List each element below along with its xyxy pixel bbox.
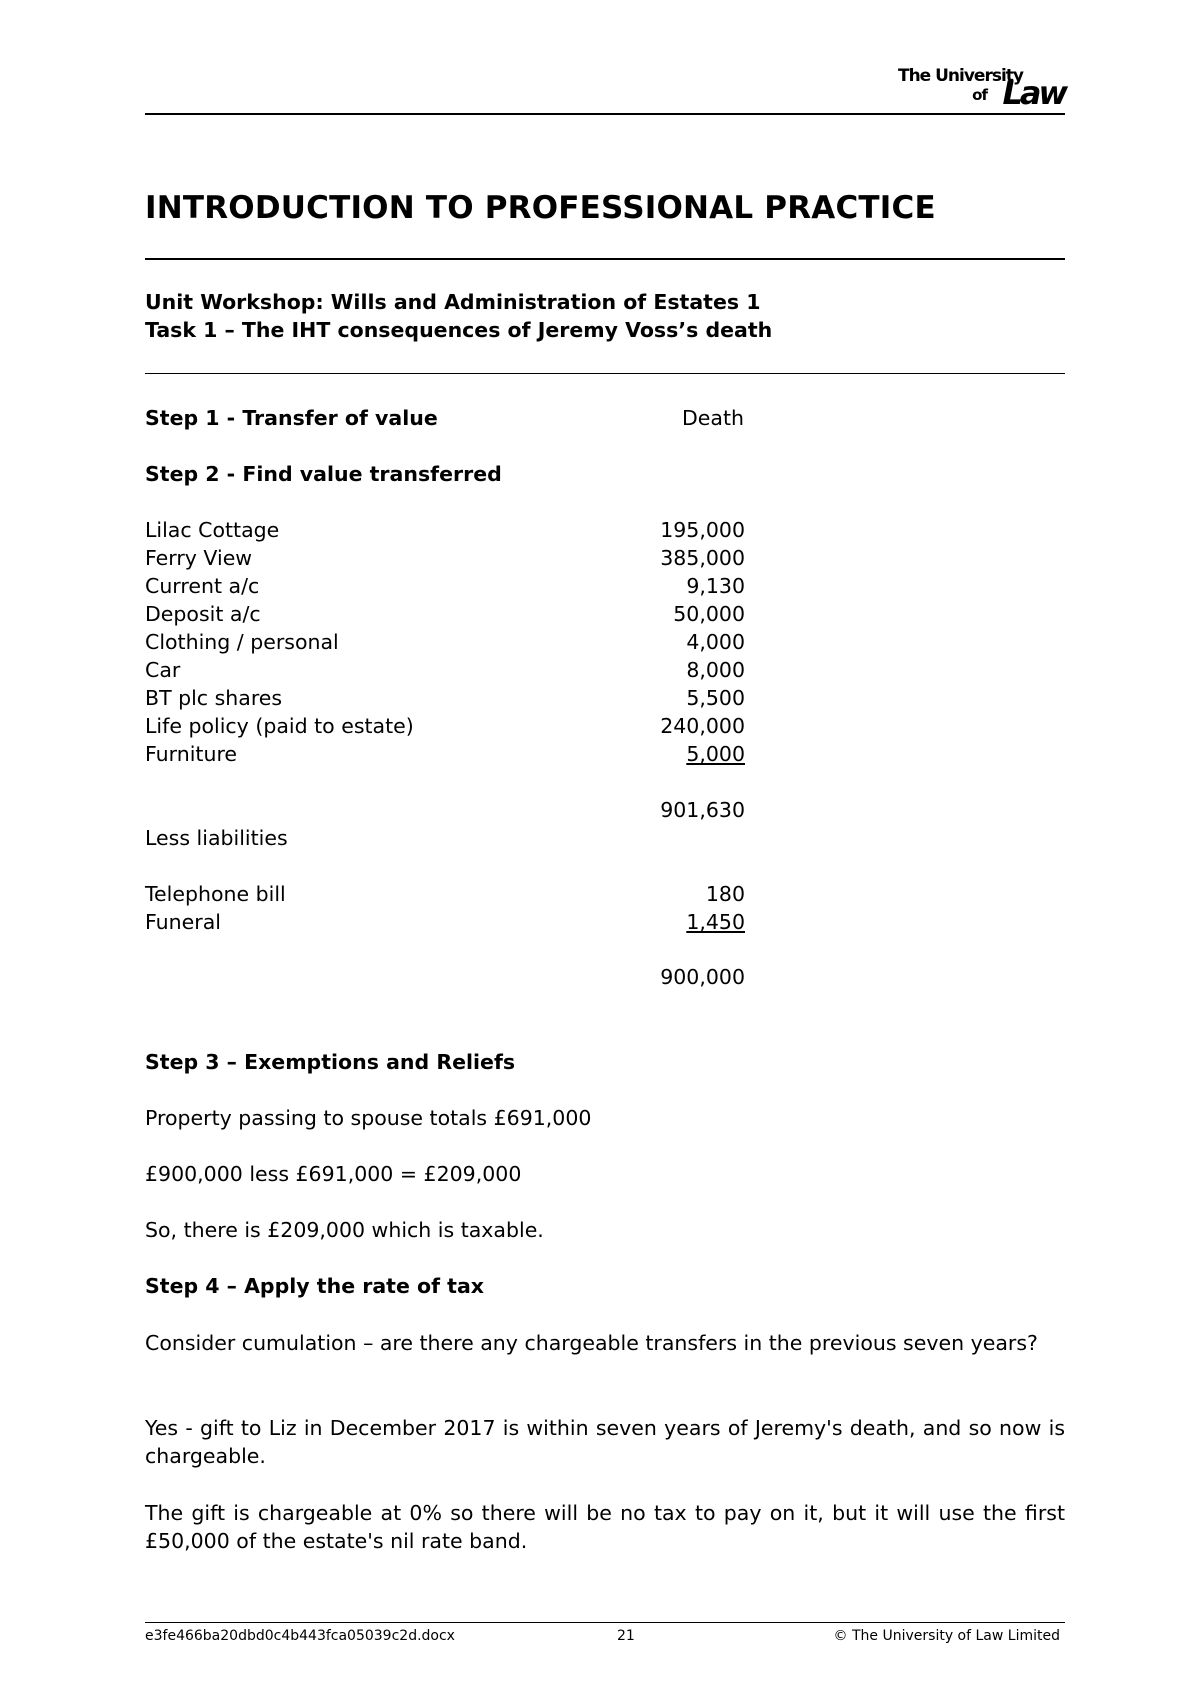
asset-name: Lilac Cottage [145,518,280,542]
subtitle-rule [145,373,1065,374]
asset-name: Furniture [145,742,238,766]
asset-name: Car [145,658,181,682]
liability-name: Funeral [145,910,221,934]
assets-subtotal: 901,630 [660,798,745,822]
asset-amount: 240,000 [660,714,745,738]
asset-name: BT plc shares [145,686,283,710]
asset-amount: 195,000 [660,518,745,542]
footer-filename: e3fe466ba20dbd0c4b443fca05039c2d.docx [145,1628,455,1644]
asset-amount: 5,500 [686,686,745,710]
step3-line-2: £900,000 less £691,000 = £209,000 [145,1162,522,1186]
step4-paragraph-2: Yes - gift to Liz in December 2017 is within seven years of Jeremy's death, and so now is chargeable. [145,1416,1065,1468]
logo-line-2-law: Law [1002,74,1065,112]
step2-heading: Step 2 - Find value transferred [145,462,502,486]
step1-value: Death [682,406,744,430]
liability-amount: 180 [705,882,745,906]
asset-name: Current a/c [145,574,260,598]
logo-line-1: The University [897,66,1023,86]
asset-amount: 8,000 [686,658,745,682]
workshop-subtitle: Unit Workshop: Wills and Administration of Estates 1 [145,290,761,314]
footer-copyright: © The University of Law Limited [833,1628,1060,1644]
task-subtitle: Task 1 – The IHT consequences of Jeremy Voss’s death [145,318,773,342]
document-page [145,0,1065,1698]
asset-amount: 385,000 [660,546,745,570]
university-logo [855,66,1065,110]
step3-line-1: Property passing to spouse totals £691,000 [145,1106,592,1130]
asset-amount: 5,000 [686,742,745,766]
asset-name: Life policy (paid to estate) [145,714,414,738]
step4-paragraph-3: The gift is chargeable at 0% so there will be no tax to pay on it, but it will use the first £50,000 of the estate's nil rate band. [145,1501,1065,1553]
step3-line-3: So, there is £209,000 which is taxable. [145,1218,544,1242]
asset-name: Clothing / personal [145,630,339,654]
step4-heading: Step 4 – Apply the rate of tax [145,1274,485,1298]
estate-total: 900,000 [660,965,745,989]
liability-name: Telephone bill [145,882,286,906]
step3-heading: Step 3 – Exemptions and Reliefs [145,1050,516,1074]
logo-line-2-of: of [972,86,987,104]
step4-paragraph-1: Consider cumulation – are there any chargeable transfers in the previous seven years? [145,1331,1038,1355]
liability-amount: 1,450 [686,910,745,934]
asset-amount: 4,000 [686,630,745,654]
document-title: INTRODUCTION TO PROFESSIONAL PRACTICE [145,190,936,226]
title-rule [145,258,1065,260]
less-liabilities-label: Less liabilities [145,826,288,850]
asset-amount: 50,000 [673,602,745,626]
header-rule [145,113,1065,115]
asset-name: Ferry View [145,546,253,570]
footer-page-number: 21 [617,1628,635,1644]
step1-heading: Step 1 - Transfer of value [145,406,438,430]
asset-amount: 9,130 [686,574,745,598]
asset-name: Deposit a/c [145,602,261,626]
footer-rule [145,1622,1065,1623]
